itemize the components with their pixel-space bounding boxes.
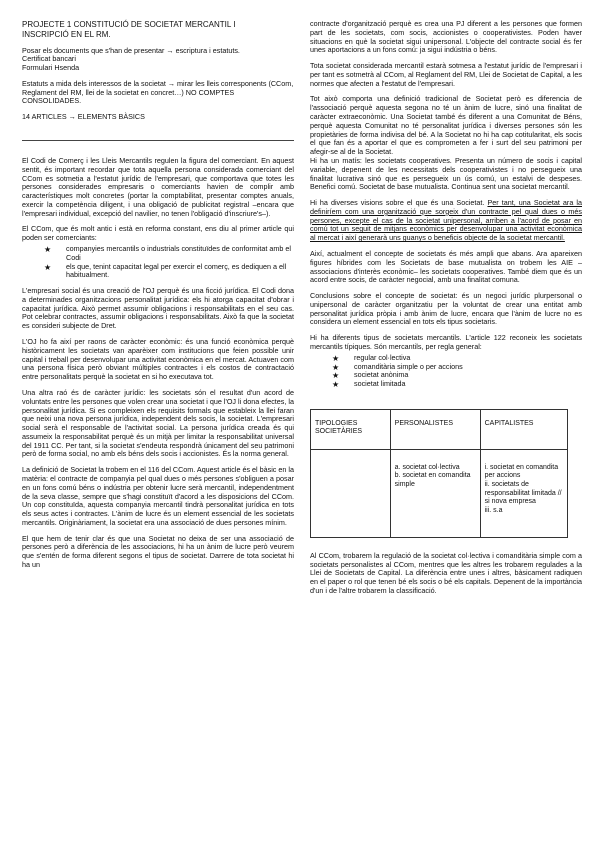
paragraph: L'OJ ho fa així per raons de caràcter econòmic: és una funció econòmica perquè històricament les societats van aparèixer com institucions que feien possible unir capital i treball per desenvolupar una activitat econòmica en el mercat. Actuaven com una persona física però obviant múltiples contractes i els costos de contractació entre personalitats perquè la societat en si ho executava tot. xyxy=(22,337,294,382)
paragraph: Una altra raó és de caràcter jurídic: les societats són el resultat d'un acord de voluntats entre les persones que volen crear una societat i que l'OJ li dona efectes, la personalitat jurídica. Si es compleixen els requisits formals que estableix la llei faran que neixi una nova persona jurídica, independent dels socis, la societat. L'empresari social serà el responsable de l'activitat social. La persona jurídica creada és qui assumeix la responsabilitat perquè és un mitjà per limitar la responsabilitat universal del 1911 CC. Per tant, si la societat s'endeuta respondrà únicament del seu patrimoni però de forma social, no amb els béns dels socis i accionistes. És la norma general. xyxy=(22,387,294,459)
paragraph: L'empresari social és una creació de l'OJ perquè és una ficció jurídica. El Codi dona a determinades organitzacions personalitat jurídica: els hi atorga capacitat d'obrar i capacitat jurídica. Això permet assumir obligacions i responsabilitats en el seu cas. Pot celebrar contractes, assumir obligacions i responsabilitats. Això fa que la societat es consideri subjecte de Dret. xyxy=(22,286,294,331)
paragraph: El Codi de Comerç i les Lleis Mercantils regulen la figura del comerciant. En aquest sentit, és important recordar que tota aquella persona considerada comerciant del CCom es sotmetia a l'estatut jurídic de l'empresari, que comportava que totes les persones considerades empresaris o comerciants havien de complir amb característiques molt concretes (portar la comptabilitat, presentar comptes anuals, exercir la competència diligent, i una obligació de publicitat registral –encara que l'empresari individual, excepció del navilier, no tenen l'obligació d'inscriure's–). xyxy=(22,155,294,218)
list-item: ★ societat anònima xyxy=(332,371,582,380)
table-row xyxy=(311,449,568,537)
articles-note: 14 ARTICLES → ELEMENTS BÀSICS xyxy=(22,112,145,122)
documents-intro: Posar els documents que s'han de presentar → escriptura i estatuts. xyxy=(22,45,240,55)
left-column xyxy=(22,20,294,577)
list-item: ★ comanditària simple o per accions xyxy=(332,363,582,372)
table-header: CAPITALISTES xyxy=(480,409,567,449)
table-header: PERSONALISTES xyxy=(390,409,480,449)
paragraph: El que hem de tenir clar és que una Societat no deixa de ser una associació de persones però a diferència de les associacions, hi ha un ànim de lucre però veurem que s'entén de forma diferent segons el tipus de societat. Darrere de tota societat hi ha un xyxy=(22,533,294,569)
paragraph: El CCom, que és molt antic i està en reforma constant, ens diu al primer article qui poden ser comerciants: xyxy=(22,224,294,243)
table-header: TIPOLOGIES SOCIETÀRIES xyxy=(311,409,391,449)
divider xyxy=(22,140,294,141)
paragraph: Tota societat considerada mercantil estarà sotmesa a l'estatut jurídic de l'empresari i per tant es sotmetrà al CCom, al Reglament del RM, Llei de Societat de Capital, a les normes que afecten a l'estatut de l'empresari. xyxy=(310,61,582,88)
right-column xyxy=(310,20,582,603)
company-types-list xyxy=(310,354,582,389)
paragraph: Hi ha diverses visions sobre el que és una Societat. Per tant, una Societat ara la definiríem com una organització que sorgeix d'un contracte pel qual dues o més persones, excepte el cas de la societat unipersonal, arriben a l'acord de posar en comú tot un seguit de mitjans econòmics per desenvolupar una activitat econòmica al mercat i així generarà uns guanys o beneficis objecte de la societat mercantil. xyxy=(310,198,582,243)
paragraph: contracte d'organització perquè es crea una PJ diferent a les persones que formen part de les societats, com socis, accionistes o cooperativistes. Poden haver situacions en què la societat sigui unipersonal. L'objecte del contracte social és fer unes aportacions a un fons comú: ja sigui indústria o béns. xyxy=(310,19,582,55)
project-title: PROJECTE 1 CONSTITUCIÓ DE SOCIETAT MERCANTIL I INSCRIPCIÓ EN EL RM. xyxy=(22,20,236,39)
company-types-table xyxy=(310,409,568,538)
list-item: ★ els que, tenint capacitat legal per exercir el comerç, es dediquen a ell habitualment. xyxy=(44,263,294,281)
estatuts-note: Estatuts a mida dels interessos de la societat → mirar les lleis corresponents (CCom, Reglament del RM, llei de la societat en concret…) NO COMPTES CONSOLIDADES. xyxy=(22,78,294,106)
paragraph: Així, actualment el concepte de societats és més ampli que abans. Ara apareixen figures híbrides com les Societats de base mutualista on trobem les AIE –associacions d'interès econòmic– les societats cooperatives. També diem que és un acord entre socis, de caràcter negocial, amb una finalitat comuna. xyxy=(310,248,582,285)
list-item: ★ companyies mercantils o industrials constituïdes de conformitat amb el Codi xyxy=(44,245,294,263)
table-cell xyxy=(311,449,391,537)
merchant-list xyxy=(22,245,294,280)
list-item: ★ societat limitada xyxy=(332,380,582,389)
documents-list: Certificat bancari Formulari Hsenda xyxy=(22,54,80,73)
underlined-definition: Per tant, una Societat ara la definiríem com una organització que sorgeix d'un contracte pel qual dues o més persones, excepte el cas de la societat unipersonal, arriben a l'acord de posar en comú tot un seguit de mitjans econòmics per desenvolupar una activitat econòmica al mercat i així generarà uns guanys o beneficis objecte de la societat mercantil. xyxy=(310,198,582,243)
table-cell: a. societat col·lectiva b. societat en comandita simple xyxy=(390,449,480,537)
paragraph: Al CCom, trobarem la regulació de la societat col·lectiva i comanditària simple com a societats personalistes al CCom, mentres que les altres les trobarem regulades a la Llei de Societats de Capital. La diferència entre unes i altres, bàsicament radiquen en el paper o rol que tenen bé els socis o bé els capitals. Depenent de la importància d'un i de l'altre trobarem la classificació. xyxy=(310,550,582,596)
paragraph: Tot això comporta una definició tradicional de Societat però es diferencia de l'associació perquè aquesta segona no té un ànim de lucre, sinó una finalitat de caràcter extraeconòmic. Una Societat també és diferent a una Comunitat de Béns, perquè aquesta Comunitat no té personalitat jurídica i diverses persones són les propietàries de forma indivisa del bé. A la Societat no hi ha cap cotitularitat, els socis el que fan és a aportar el que es comprometen a fer i surt del seu patrimoni per afegir-se al de la Societat. xyxy=(310,94,582,157)
table-cell: i. societat en comandita per accions ii. societats de responsabilitat limitada // si nova empresa iii. s.a xyxy=(480,449,567,537)
list-item: ★ regular col·lectiva xyxy=(332,354,582,363)
paragraph: La definició de Societat la trobem en el 116 del CCom. Aquest article és el bàsic en la matèria: el contracte de companyia pel qual dues o més persones s'obliguen a posar en un fons comú béns o indústria per obtenir lucre serà mercantil, independentment de la seva classe, sempre que s'hagi constituït d'acord a les disposicions del CCom. Un cop constituïda, aquesta companyia mercantil tindrà personalitat jurídica en tots els seus actes i contractes. L'ànim de lucre és un element essencial de les societats mercantils. Originàriament, la societat era una associació de dues persones mínim. xyxy=(22,465,294,527)
table-row xyxy=(311,409,568,449)
paragraph: Hi ha diferents tipus de societats mercantils. L'article 122 reconeix les societats mercantils típiques. Són mercantils, per regla general: xyxy=(310,333,582,351)
paragraph: Conclusions sobre el concepte de societat: és un negoci jurídic plurpersonal o unipersonal de caràcter organitzatiu per la voluntat de crear una entitat amb personalitat jurídica pròpia i amb ànim de lucre, encara que l'ànim de lucre no es considera un element essencial en tots els tipus societaris. xyxy=(310,291,582,327)
paragraph: Hi ha un matís: les societats cooperatives. Presenta un número de socis i capital variable, depenent de les necessitats dels cooperativistes i no persegueix una finalitat lucrativa sinó que es persegueix un ús comú, un estalvi de despeses. Benefici comú. Societat de base mutualista. Continua sent una societat mercantil. xyxy=(310,155,582,192)
